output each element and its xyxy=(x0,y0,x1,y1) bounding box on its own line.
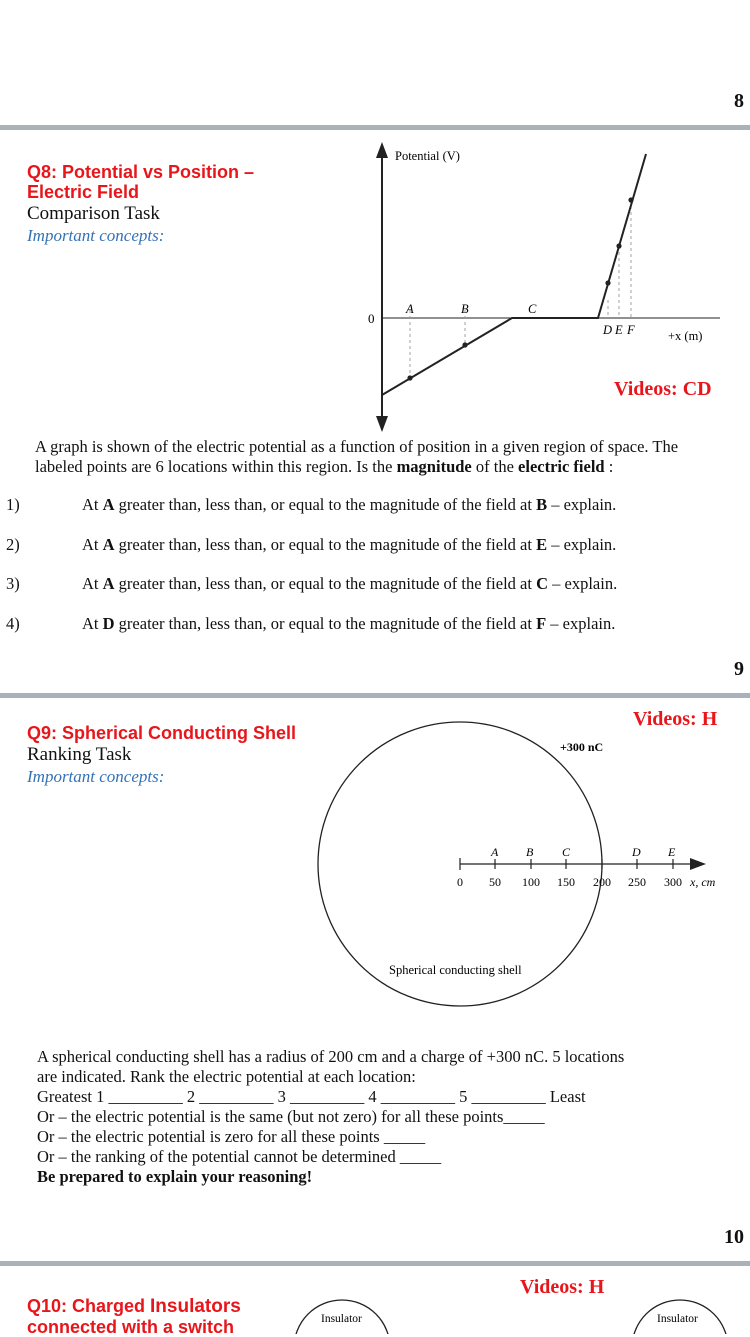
page-number-10: 10 xyxy=(724,1226,744,1248)
page-divider xyxy=(0,1261,750,1266)
q10-title-line1: Q10: Charged Insulators xyxy=(27,1296,241,1317)
q10-videos-link[interactable]: Videos: H xyxy=(520,1276,605,1298)
page-divider xyxy=(0,693,750,698)
tick-100: 100 xyxy=(522,875,540,889)
shell-label: Spherical conducting shell xyxy=(389,963,522,977)
insulator-left-label: Insulator xyxy=(321,1313,362,1325)
y-axis-arrow-up xyxy=(376,142,388,158)
tick-0: 0 xyxy=(457,875,463,889)
label-a: A xyxy=(406,302,414,316)
q10-insulators-diagram xyxy=(290,1296,750,1334)
tick-150: 150 xyxy=(557,875,575,889)
q8-videos-link[interactable]: Videos: CD xyxy=(614,378,712,400)
q10-title-line2: connected with a switch xyxy=(27,1317,235,1337)
point-f xyxy=(628,197,633,202)
x-axis-label: +x (m) xyxy=(668,329,703,343)
q9-or-same: Or – the electric potential is the same (but not zero) for all these points_____ xyxy=(37,1107,545,1126)
q9-text-line2: are indicated. Rank the electric potential at each location: xyxy=(37,1067,416,1086)
page-number-9: 9 xyxy=(734,658,744,680)
label-c: C xyxy=(528,302,537,316)
q9-ranking-line: Greatest 1 _________ 2 _________ 3 _________ 4 _________ 5 _________ Least xyxy=(37,1087,586,1106)
tick-250: 250 xyxy=(628,875,646,889)
zero-label: 0 xyxy=(368,311,375,326)
q9-title: Q9: Spherical Conducting Shell xyxy=(27,723,297,743)
data-points xyxy=(407,197,633,380)
tick-300: 300 xyxy=(664,875,682,889)
point-labels xyxy=(490,845,676,859)
q9-body xyxy=(37,1047,737,1187)
q9-prepared: Be prepared to explain your reasoning! xyxy=(37,1167,313,1186)
label-c: C xyxy=(562,845,571,859)
label-a: A xyxy=(491,845,499,859)
page-divider xyxy=(0,125,750,130)
tick-labels xyxy=(457,875,682,889)
q8-task-type: Comparison Task xyxy=(27,203,160,224)
potential-curve xyxy=(382,154,646,395)
q9-header xyxy=(27,723,296,787)
q9-text-line1: A spherical conducting shell has a radius of 200 cm and a charge of +300 nC. 5 locations xyxy=(37,1047,625,1066)
y-axis-arrow-down xyxy=(376,416,388,432)
point-a xyxy=(407,375,412,380)
q10-header xyxy=(27,1296,241,1337)
q9-videos-link[interactable]: Videos: H xyxy=(633,708,718,730)
label-e: E xyxy=(615,323,623,337)
q8-title-line1: Q8: Potential vs Position – xyxy=(27,162,255,182)
q9-or-zero: Or – the electric potential is zero for all these points _____ xyxy=(37,1127,426,1146)
q8-concepts-label: Important concepts: xyxy=(27,226,165,245)
label-f: F xyxy=(627,323,635,337)
label-b: B xyxy=(526,845,534,859)
point-d xyxy=(605,280,610,285)
q8-header xyxy=(27,162,254,246)
q8-intro-text: A graph is shown of the electric potential as a function of position in a given region of space. The labeled points are 6 locations within this region. Is the magnitude of the electric field : xyxy=(35,437,679,476)
label-e: E xyxy=(668,845,676,859)
point-b xyxy=(462,342,467,347)
q8-title-line2: Electric Field xyxy=(27,182,140,202)
tick-200: 200 xyxy=(593,875,611,889)
q9-task-type: Ranking Task xyxy=(27,744,132,765)
q9-shell-diagram xyxy=(310,718,740,1018)
label-d: D xyxy=(603,323,613,337)
point-e xyxy=(616,243,621,248)
axis-label: x, cm xyxy=(690,875,716,889)
y-axis-label: Potential (V) xyxy=(395,149,460,163)
q9-or-undetermined: Or – the ranking of the potential cannot be determined _____ xyxy=(37,1147,442,1166)
label-b: B xyxy=(461,302,469,316)
x-axis-arrow xyxy=(690,858,706,870)
guide-lines xyxy=(410,200,631,378)
charge-label: +300 nC xyxy=(560,740,604,754)
tick-50: 50 xyxy=(489,875,501,889)
insulator-right-label: Insulator xyxy=(657,1313,698,1325)
label-d: D xyxy=(632,845,641,859)
q9-concepts-label: Important concepts: xyxy=(27,767,165,786)
page-number-8: 8 xyxy=(734,90,744,112)
